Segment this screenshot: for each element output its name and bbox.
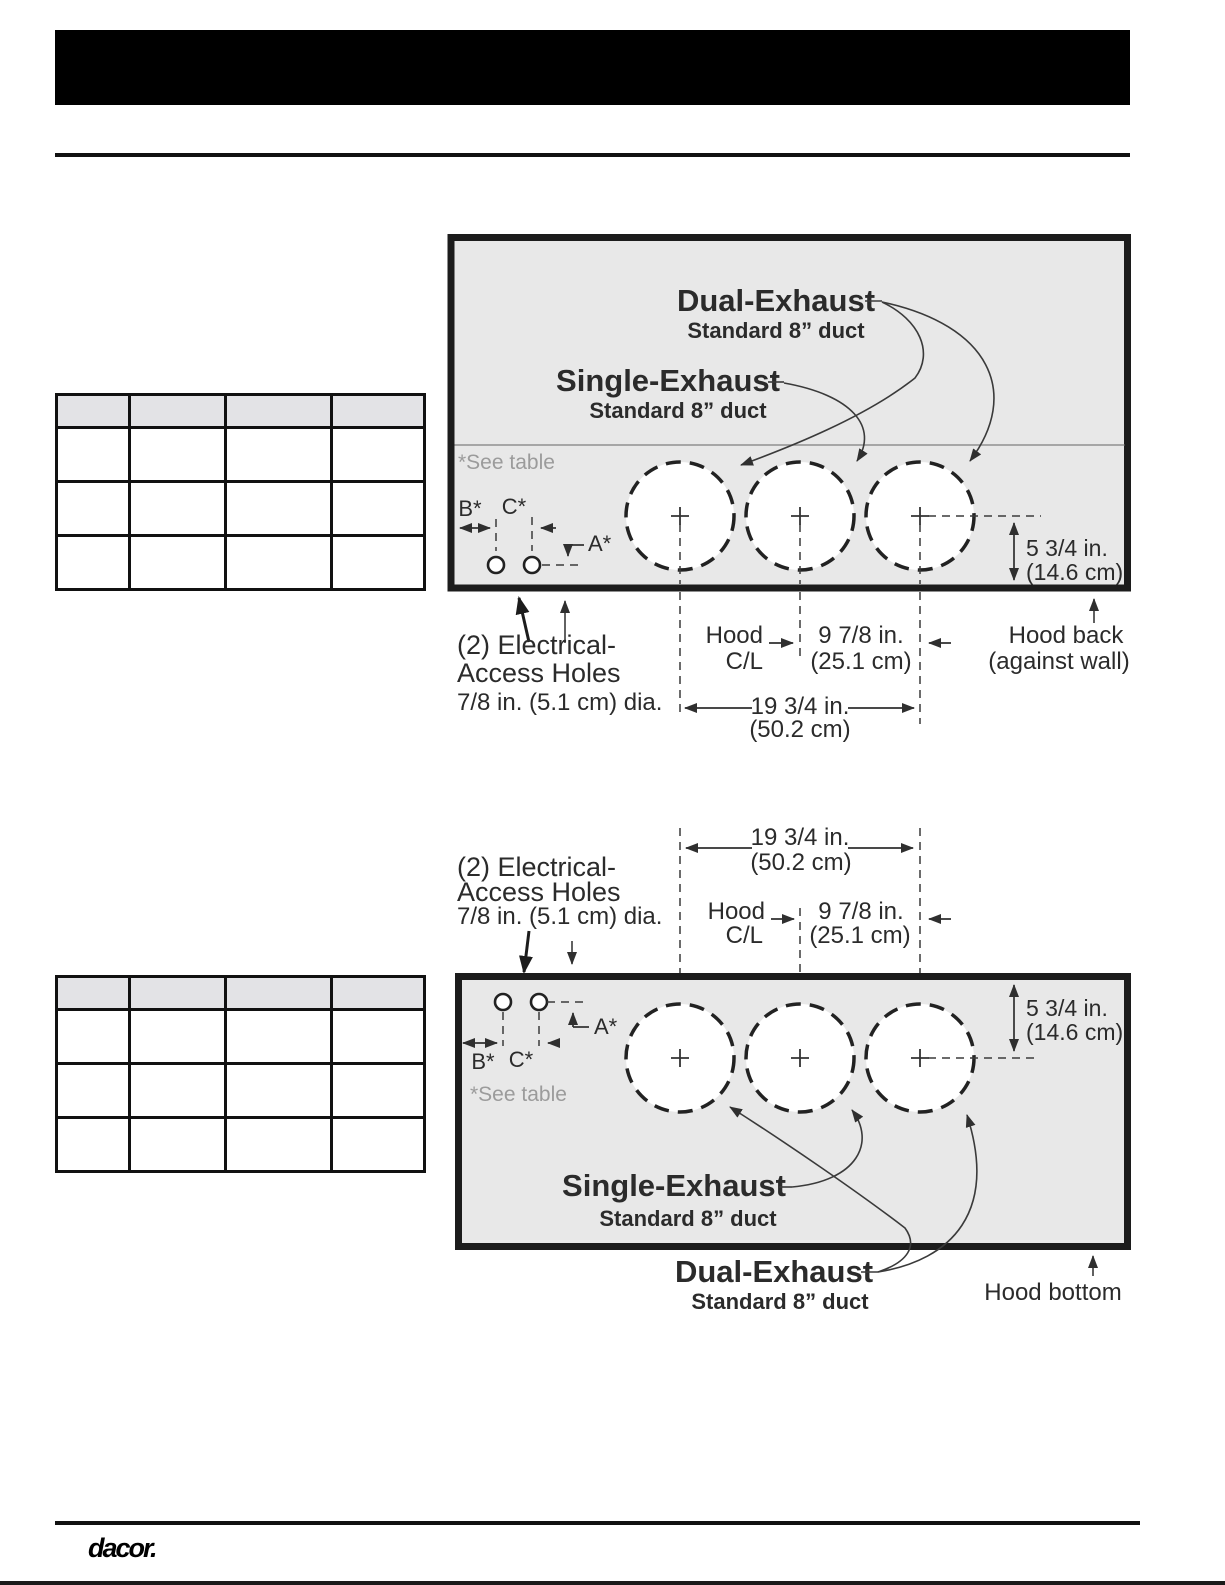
hood-back-label-1: Hood back — [1008, 622, 1124, 649]
electrical-note-line2: Access Holes — [457, 658, 621, 688]
dim-c-label: C* — [508, 1047, 534, 1072]
table-cell — [130, 428, 226, 482]
dim-1934-in: 19 3/4 in. — [750, 693, 850, 720]
spec-table-top — [55, 393, 426, 591]
table-cell — [57, 1064, 130, 1118]
table-cell — [57, 536, 130, 590]
dim-1934-cm: (50.2 cm) — [749, 716, 851, 743]
brand-logo: dacor. — [88, 1533, 156, 1563]
table-header-cell — [226, 395, 332, 428]
dim-c-label: C* — [501, 494, 527, 519]
electrical-hole-right — [524, 557, 540, 573]
table-cell — [130, 482, 226, 536]
see-table-note: *See table — [458, 451, 555, 474]
dual-exhaust-duct-label: Standard 8” duct — [691, 1289, 869, 1314]
dual-exhaust-label: Dual-Exhaust — [676, 283, 876, 318]
electrical-hole-right — [531, 994, 547, 1010]
table-cell — [332, 1064, 425, 1118]
dim-978-cm: (25.1 cm) — [810, 648, 912, 675]
table-cell — [57, 1118, 130, 1172]
header-bar — [55, 30, 1130, 105]
table-header-cell — [130, 977, 226, 1010]
hood-cl-dimension — [706, 622, 951, 675]
single-exhaust-label: Single-Exhaust — [562, 1168, 786, 1203]
hood-bottom-callout — [984, 1256, 1121, 1306]
dim-1934 — [686, 824, 913, 876]
see-table-note: *See table — [470, 1083, 567, 1106]
table-header-cell — [57, 977, 130, 1010]
electrical-hole-left — [495, 994, 511, 1010]
hood-back-callout — [988, 599, 1129, 675]
hood-cl-label-2: C/L — [725, 922, 763, 949]
table-cell — [226, 482, 332, 536]
spec-table-bottom — [55, 975, 426, 1173]
electrical-note-line3: 7/8 in. (5.1 cm) dia. — [457, 689, 663, 716]
table-cell — [130, 1118, 226, 1172]
single-exhaust-duct-label: Standard 8” duct — [599, 1206, 777, 1231]
footer-rule — [55, 1521, 1140, 1525]
electrical-note-line1: (2) Electrical- — [457, 630, 617, 660]
dim-534-in: 5 3/4 in. — [1026, 535, 1108, 561]
table-cell — [332, 428, 425, 482]
electrical-hole-left — [488, 557, 504, 573]
dim-534 — [1014, 985, 1123, 1051]
header-rule — [55, 153, 1130, 157]
table-cell — [226, 1118, 332, 1172]
dim-a-label: A* — [588, 531, 612, 556]
hood-bottom-diagram — [440, 815, 1140, 1320]
hood-bottom-label: Hood bottom — [984, 1279, 1122, 1306]
dim-534-in: 5 3/4 in. — [1026, 995, 1108, 1021]
electrical-note-line1: (2) Electrical- — [457, 852, 617, 882]
electrical-note-line2: Access Holes — [457, 877, 621, 907]
table-cell — [332, 1010, 425, 1064]
single-exhaust-duct-label: Standard 8” duct — [589, 398, 767, 423]
table-cell — [332, 482, 425, 536]
table-header-cell — [332, 977, 425, 1010]
hood-cl-label-1: Hood — [707, 898, 765, 925]
table-header-cell — [130, 395, 226, 428]
dim-534-cm: (14.6 cm) — [1026, 559, 1124, 585]
table-cell — [226, 428, 332, 482]
table-cell — [226, 1064, 332, 1118]
dim-1934-in: 19 3/4 in. — [750, 824, 850, 851]
dim-b-label: B* — [458, 496, 482, 521]
dim-1934 — [685, 693, 914, 743]
dim-978-cm: (25.1 cm) — [809, 922, 911, 949]
table-cell — [332, 536, 425, 590]
dual-exhaust-label: Dual-Exhaust — [674, 1254, 874, 1289]
table-cell — [226, 536, 332, 590]
electrical-holes-arrow — [524, 931, 529, 972]
hood-back-label-2: (against wall) — [988, 648, 1130, 675]
electrical-access-note — [457, 852, 662, 972]
dim-a-label: A* — [594, 1014, 618, 1039]
table-cell — [130, 536, 226, 590]
table-cell — [57, 1010, 130, 1064]
page-bottom-edge — [0, 1581, 1225, 1585]
table-header-cell — [226, 977, 332, 1010]
table-cell — [332, 1118, 425, 1172]
hood-cl-dimension — [708, 898, 951, 949]
dim-1934-cm: (50.2 cm) — [750, 849, 852, 876]
hood-cl-label-2: C/L — [725, 648, 763, 675]
table-header-cell — [57, 395, 130, 428]
table-header-cell — [332, 395, 425, 428]
electrical-access-note — [457, 630, 662, 716]
table-cell — [130, 1064, 226, 1118]
table-cell — [130, 1010, 226, 1064]
dual-exhaust-duct-label: Standard 8” duct — [687, 318, 865, 343]
table-cell — [57, 428, 130, 482]
table-cell — [226, 1010, 332, 1064]
hood-cl-label-1: Hood — [705, 622, 763, 649]
dim-978-in: 9 7/8 in. — [818, 622, 904, 649]
dim-978-in: 9 7/8 in. — [818, 898, 904, 925]
dim-534-cm: (14.6 cm) — [1026, 1019, 1124, 1045]
table-cell — [57, 482, 130, 536]
dim-b-label: B* — [471, 1049, 495, 1074]
electrical-note-line3: 7/8 in. (5.1 cm) dia. — [457, 903, 663, 930]
single-exhaust-label: Single-Exhaust — [556, 363, 780, 398]
hood-back-diagram — [440, 225, 1140, 750]
